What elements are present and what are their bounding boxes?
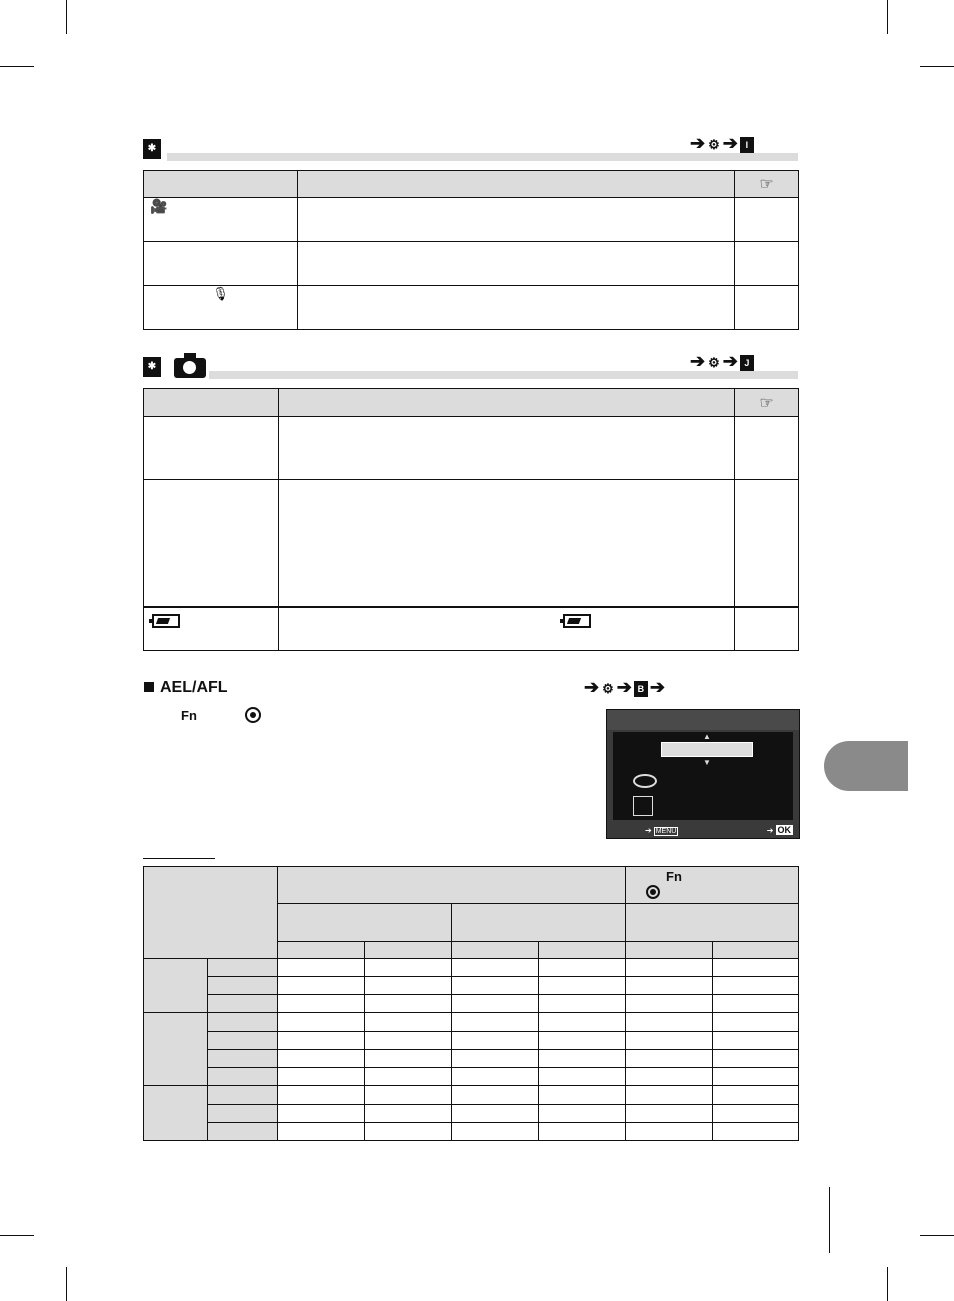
gear-icon: ⚙ xyxy=(602,681,614,696)
section1-table xyxy=(143,170,799,330)
fn-label: Fn xyxy=(181,708,197,723)
movie-camera-icon: 🎥 xyxy=(150,198,168,214)
screen-body xyxy=(613,732,793,820)
mode-box-icon xyxy=(633,796,653,816)
gear-icon: ⚙ xyxy=(708,137,720,152)
arrow-icon: ➔ xyxy=(690,351,706,371)
section2-table xyxy=(143,388,799,651)
shutter-button-icon xyxy=(633,774,657,788)
camera-lcd-screen xyxy=(606,709,800,839)
col-option xyxy=(144,171,298,198)
crop-mark xyxy=(66,1267,67,1301)
section2-menu-path xyxy=(690,351,756,372)
arrow-icon: ➔ xyxy=(649,677,665,697)
crop-mark xyxy=(0,1235,34,1236)
battery-icon xyxy=(152,614,180,628)
microphone-icon: 🎙 xyxy=(212,286,229,301)
square-bullet-icon xyxy=(144,682,154,692)
gear-icon: ⚙ xyxy=(708,355,720,370)
arrow-icon: ➔ xyxy=(722,133,738,153)
chapter-tab xyxy=(824,741,908,791)
crop-mark xyxy=(0,66,34,67)
fn-label: Fn xyxy=(666,869,682,884)
up-arrow-icon: ▲ xyxy=(703,732,711,741)
underline-rule xyxy=(143,858,215,859)
battery-icon xyxy=(563,614,591,628)
arrow-icon: ➔ xyxy=(584,677,600,697)
menu-back-hint: ➔ MENU xyxy=(645,826,677,835)
section3-title: AEL/AFL xyxy=(144,679,228,697)
section3-menu-path xyxy=(584,677,665,698)
crop-mark xyxy=(887,0,888,34)
page-edge-line xyxy=(829,1187,830,1253)
ael-afl-table xyxy=(143,866,799,1141)
ok-hint: ➔ OK xyxy=(766,825,791,835)
section1-menu-path xyxy=(690,133,756,154)
col-description xyxy=(298,171,735,198)
crop-mark xyxy=(920,1235,954,1236)
crop-mark xyxy=(887,1267,888,1301)
arrow-icon: ➔ xyxy=(690,133,706,153)
record-button-icon xyxy=(245,707,261,723)
crop-mark xyxy=(66,0,67,34)
crop-mark xyxy=(920,66,954,67)
arrow-icon: ➔ xyxy=(722,351,738,371)
custom-menu-icon: J xyxy=(740,355,754,371)
arrow-icon: ➔ xyxy=(616,677,632,697)
custom-menu-icon: ✱ xyxy=(143,357,161,377)
section1-rule xyxy=(167,153,798,161)
record-button-icon xyxy=(646,885,660,899)
custom-menu-icon: I xyxy=(740,137,754,153)
pointing-hand-icon: ☞ xyxy=(759,394,774,412)
custom-menu-icon: ✱ xyxy=(143,139,161,159)
custom-menu-b-icon: B xyxy=(634,681,648,697)
selected-option[interactable] xyxy=(661,742,753,757)
screen-title-bar xyxy=(607,710,799,730)
pointing-hand-icon: ☞ xyxy=(759,176,774,193)
down-arrow-icon: ▼ xyxy=(703,758,711,767)
camera-icon xyxy=(174,358,206,378)
section2-rule xyxy=(209,371,798,379)
col-ref xyxy=(735,171,799,198)
